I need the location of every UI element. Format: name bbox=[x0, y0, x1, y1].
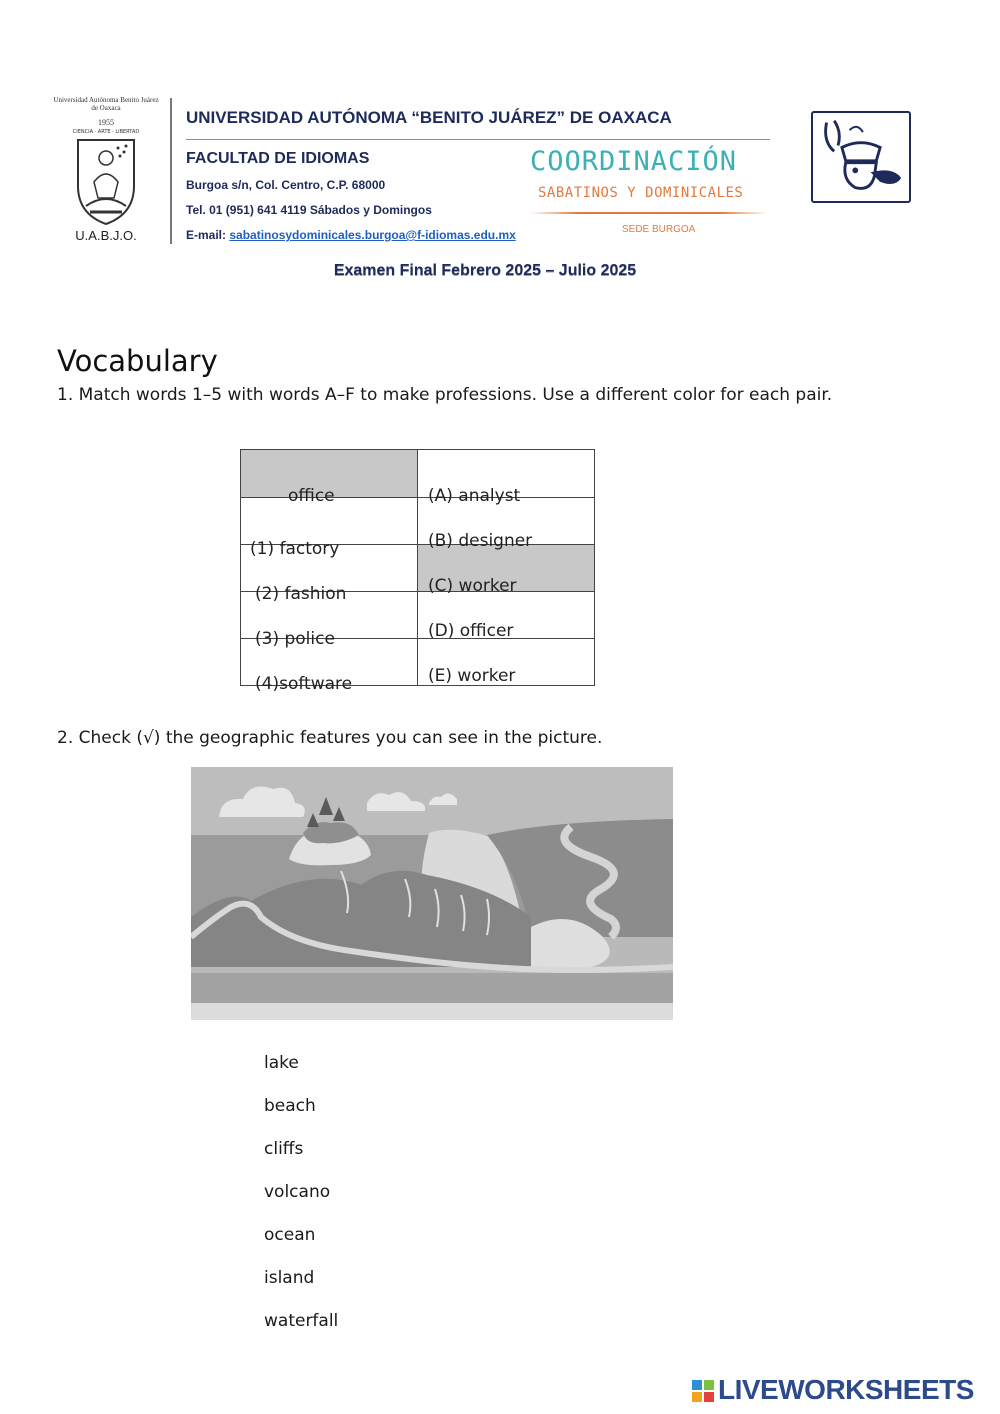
feature-ocean[interactable]: ocean bbox=[264, 1225, 316, 1245]
university-seal bbox=[52, 96, 160, 246]
feature-cliffs[interactable]: cliffs bbox=[264, 1139, 304, 1159]
right-cell[interactable]: (D) officer bbox=[418, 592, 595, 639]
seal-top-text: Universidad Autónoma Benito Juárez de Oaxaca bbox=[53, 96, 159, 112]
shield-icon bbox=[74, 136, 138, 226]
left-cell[interactable]: (1) factory bbox=[241, 498, 418, 545]
coordination-underline bbox=[530, 212, 768, 214]
faculty-name: FACULTAD DE IDIOMAS bbox=[186, 150, 370, 167]
exam-title: Examen Final Febrero 2025 – Julio 2025 bbox=[333, 262, 637, 279]
question-1: 1. Match words 1–5 with words A–F to make professions. Use a different color for each pair. bbox=[57, 385, 833, 405]
left-cell[interactable]: (3) police bbox=[241, 592, 418, 639]
seal-abbreviation: U.A.B.J.O. bbox=[75, 228, 137, 243]
email-link[interactable]: sabatinosydominicales.burgoa@f-idiomas.edu.mx bbox=[229, 228, 516, 242]
liveworksheets-brand[interactable]: LIVEWORKSHEETS bbox=[718, 1374, 974, 1405]
university-name: UNIVERSIDAD AUTÓNOMA “BENITO JUÁREZ” DE OAXACA bbox=[186, 108, 672, 127]
coordination-subtitle: SABATINOS Y DOMINICALES bbox=[538, 185, 744, 201]
faculty-mascot-icon bbox=[811, 111, 911, 203]
coordination-sede: SEDE BURGOA bbox=[622, 224, 696, 235]
right-cell[interactable]: (E) worker bbox=[418, 639, 595, 686]
address: Burgoa s/n, Col. Centro, C.P. 68000 bbox=[186, 178, 386, 192]
letterhead bbox=[52, 88, 914, 248]
right-cell[interactable]: (A) analyst bbox=[418, 450, 595, 498]
email-label: E-mail: bbox=[186, 228, 227, 242]
liveworksheets-logo-icon bbox=[692, 1376, 716, 1406]
left-cell[interactable]: (4)software bbox=[241, 639, 418, 686]
question-2: 2. Check (√) the geographic features you can see in the picture. bbox=[57, 728, 603, 748]
feature-volcano[interactable]: volcano bbox=[264, 1182, 331, 1202]
landscape-picture bbox=[191, 767, 673, 1020]
seal-motto: CIENCIA · ARTE · LIBERTAD bbox=[72, 129, 140, 135]
matching-table bbox=[240, 449, 595, 694]
header-rule bbox=[186, 139, 770, 140]
right-cell[interactable]: (C) worker bbox=[418, 545, 595, 592]
section-title: Vocabulary bbox=[57, 344, 218, 378]
table-row bbox=[241, 450, 595, 498]
right-cell[interactable]: (B) designer bbox=[418, 498, 595, 545]
feature-beach[interactable]: beach bbox=[264, 1096, 316, 1116]
email-row bbox=[186, 228, 516, 242]
seal-year: 1955 bbox=[98, 118, 114, 127]
feature-lake[interactable]: lake bbox=[264, 1053, 299, 1073]
feature-island[interactable]: island bbox=[264, 1268, 315, 1288]
coordination-title: COORDINACIÓN bbox=[530, 146, 738, 177]
header-divider bbox=[170, 98, 172, 244]
left-cell[interactable]: (2) fashion bbox=[241, 545, 418, 592]
feature-waterfall[interactable]: waterfall bbox=[264, 1311, 339, 1331]
left-cell[interactable]: office bbox=[241, 450, 418, 498]
phone: Tel. 01 (951) 641 4119 Sábados y Domingos bbox=[186, 203, 432, 217]
